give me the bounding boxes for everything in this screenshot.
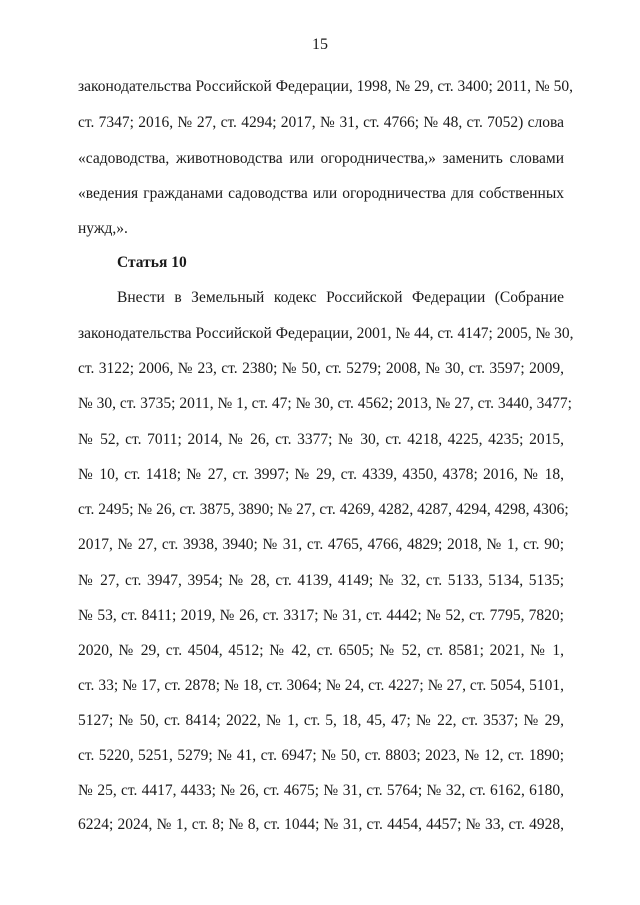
article-heading: Статья 10 <box>117 254 187 271</box>
text-line: законодательства Российской Федерации, 2001, № 44, ст. 4147; 2005, № 30, <box>78 325 574 342</box>
text-line: законодательства Российской Федерации, 1998, № 29, ст. 3400; 2011, № 50, <box>78 78 573 95</box>
text-line: ст. 3122; 2006, № 23, ст. 2380; № 50, ст. 5279; 2008, № 30, ст. 3597; 2009, <box>78 360 564 377</box>
text-line: ст. 5220, 5251, 5279; № 41, ст. 6947; № 50, ст. 8803; 2023, № 12, ст. 1890; <box>78 747 564 764</box>
text-line: Внести в Земельный кодекс Российской Федерации (Собрание <box>117 289 564 306</box>
text-line: № 25, ст. 4417, 4433; № 26, ст. 4675; № 31, ст. 5764; № 32, ст. 6162, 6180, <box>78 782 564 799</box>
page-number: 15 <box>312 36 328 53</box>
text-line: нужд,». <box>78 220 128 237</box>
text-line: № 52, ст. 7011; 2014, № 26, ст. 3377; № 30, ст. 4218, 4225, 4235; 2015, <box>78 431 564 448</box>
text-line: 2017, № 27, ст. 3938, 3940; № 31, ст. 4765, 4766, 4829; 2018, № 1, ст. 90; <box>78 536 564 553</box>
text-line: ст. 33; № 17, ст. 2878; № 18, ст. 3064; № 24, ст. 4227; № 27, ст. 5054, 5101, <box>78 677 564 694</box>
text-line: № 10, ст. 1418; № 27, ст. 3997; № 29, ст. 4339, 4350, 4378; 2016, № 18, <box>78 466 564 483</box>
text-line: № 53, ст. 8411; 2019, № 26, ст. 3317; № 31, ст. 4442; № 52, ст. 7795, 7820; <box>78 607 564 624</box>
text-line: ст. 7347; 2016, № 27, ст. 4294; 2017, № 31, ст. 4766; № 48, ст. 7052) слова <box>78 114 564 131</box>
text-line: № 27, ст. 3947, 3954; № 28, ст. 4139, 4149; № 32, ст. 5133, 5134, 5135; <box>78 572 564 589</box>
text-line: «ведения гражданами садоводства или огородничества для собственных <box>78 185 564 202</box>
text-line: № 30, ст. 3735; 2011, № 1, ст. 47; № 30, ст. 4562; 2013, № 27, ст. 3440, 3477; <box>78 395 572 412</box>
text-line: «садоводства, животноводства или огородничества,» заменить словами <box>78 150 564 167</box>
text-line: 2020, № 29, ст. 4504, 4512; № 42, ст. 6505; № 52, ст. 8581; 2021, № 1, <box>78 642 564 659</box>
text-line: ст. 2495; № 26, ст. 3875, 3890; № 27, ст. 4269, 4282, 4287, 4294, 4298, 4306; <box>78 501 569 518</box>
text-line: 6224; 2024, № 1, ст. 8; № 8, ст. 1044; № 31, ст. 4454, 4457; № 33, ст. 4928, <box>78 816 564 833</box>
text-line: 5127; № 50, ст. 8414; 2022, № 1, ст. 5, 18, 45, 47; № 22, ст. 3537; № 29, <box>78 712 564 729</box>
